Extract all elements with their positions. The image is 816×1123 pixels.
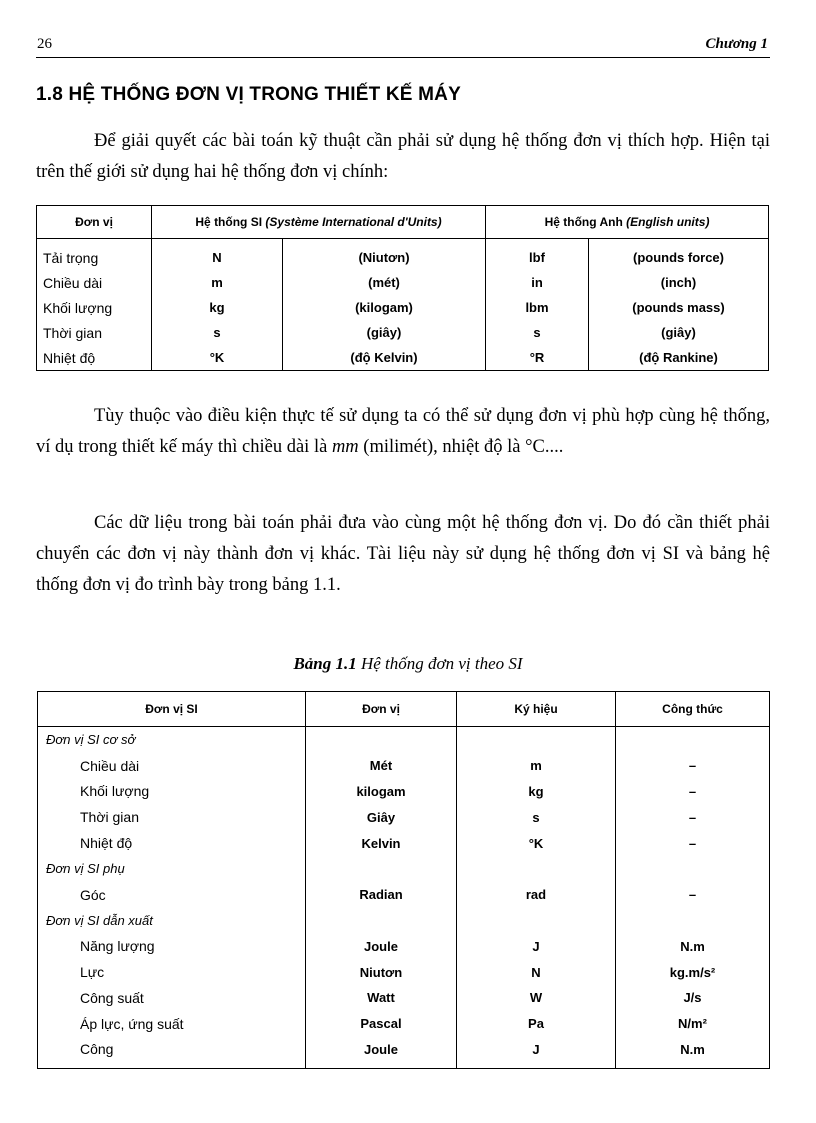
en-symbol-cell: lbm	[486, 295, 589, 320]
formula-cell: –	[616, 830, 770, 856]
symbol-cell: m	[457, 753, 616, 779]
table-caption-text: Hệ thống đơn vị theo SI	[356, 654, 523, 673]
table-row	[37, 345, 769, 371]
si-symbol-cell: N	[152, 239, 283, 271]
formula-cell: –	[616, 753, 770, 779]
unit-systems-table-header	[37, 206, 769, 239]
unit-systems-table	[36, 205, 769, 371]
col-unit-name-header: Đơn vị	[306, 692, 457, 727]
table-row	[38, 1037, 770, 1069]
header-rule	[36, 57, 770, 58]
formula-cell: N/m²	[616, 1011, 770, 1037]
table-row	[38, 830, 770, 856]
quantity-cell: Chiều dài	[43, 274, 103, 291]
formula-cell: kg.m/s²	[616, 959, 770, 985]
formula-cell: J/s	[616, 985, 770, 1011]
quantity-cell: Góc	[80, 886, 106, 903]
paragraph-units-choice-a: Tùy thuộc vào điều kiện thực tế sử dụng ta có thể sử dụng đơn vị phù hợp cùng hệ thống, ví dụ trong thiết kế máy thì chiều dài là	[36, 406, 770, 457]
group-label: Đơn vị SI dẫn xuất	[46, 912, 153, 928]
group-row	[38, 856, 770, 882]
table-row	[38, 1011, 770, 1037]
table-row	[38, 804, 770, 830]
si-name-cell: (độ Kelvin)	[283, 345, 486, 371]
en-name-cell: (giây)	[589, 320, 769, 345]
col-symbol-header: Ký hiệu	[457, 692, 616, 727]
col-unit-header: Đơn vị	[37, 206, 152, 239]
quantity-cell: Công suất	[80, 989, 144, 1006]
group-row	[38, 908, 770, 934]
table-row	[38, 753, 770, 779]
quantity-cell: Nhiệt độ	[80, 835, 133, 852]
group-label: Đơn vị SI phụ	[46, 861, 125, 877]
si-symbol-cell: °K	[152, 345, 283, 371]
unit-name-cell: Kelvin	[306, 830, 457, 856]
formula-cell: N.m	[616, 933, 770, 959]
table-row	[37, 320, 769, 345]
quantity-cell: Tải trọng	[43, 249, 99, 266]
symbol-cell: °K	[457, 830, 616, 856]
chapter-header: Chương 1	[705, 36, 768, 52]
quantity-cell: Áp lực, ứng suất	[80, 1015, 184, 1032]
si-name-cell: (giây)	[283, 320, 486, 345]
col-formula-header: Công thức	[616, 692, 770, 727]
table-row	[37, 295, 769, 320]
en-header-italic: (English units)	[626, 215, 710, 229]
section-title: 1.8 HỆ THỐNG ĐƠN VỊ TRONG THIẾT KẾ MÁY	[36, 84, 461, 105]
paragraph-intro	[36, 126, 770, 188]
col-si-unit-header: Đơn vị SI	[38, 692, 306, 727]
table-row	[37, 239, 769, 271]
col-english-header	[486, 206, 769, 239]
si-symbol-cell: kg	[152, 295, 283, 320]
quantity-cell: Năng lượng	[80, 938, 155, 955]
table-row	[38, 959, 770, 985]
unit-name-cell: Giây	[306, 804, 457, 830]
paragraph-conversion-text: Các dữ liệu trong bài toán phải đưa vào cùng một hệ thống đơn vị. Do đó cần thiết phải chuyển các đơn vị này thành đơn vị khác. Tài liệu này sử dụng hệ thống đơn vị SI và bảng hệ thống đơn vị đo trình bày trong bảng 1.1.	[36, 513, 770, 595]
quantity-cell: Công	[80, 1041, 114, 1058]
unit-name-cell: Pascal	[306, 1011, 457, 1037]
unit-name-cell: Watt	[306, 985, 457, 1011]
table-row	[38, 882, 770, 908]
group-label: Đơn vị SI cơ sở	[46, 732, 136, 748]
symbol-cell: Pa	[457, 1011, 616, 1037]
symbol-cell: W	[457, 985, 616, 1011]
en-header-label: Hệ thống Anh	[544, 215, 627, 229]
si-symbol-cell: m	[152, 270, 283, 295]
paragraph-conversion	[36, 508, 770, 601]
symbol-cell: kg	[457, 779, 616, 805]
table-row	[38, 933, 770, 959]
quantity-cell: Nhiệt độ	[43, 349, 96, 366]
en-symbol-cell: lbf	[486, 239, 589, 271]
si-name-cell: (Niutơn)	[283, 239, 486, 271]
si-units-table-header	[38, 692, 770, 727]
group-row	[38, 727, 770, 753]
unit-name-cell: Radian	[306, 882, 457, 908]
unit-name-cell: Niutơn	[306, 959, 457, 985]
symbol-cell: N	[457, 959, 616, 985]
quantity-cell: Thời gian	[80, 809, 139, 826]
quantity-cell: Thời gian	[43, 324, 102, 341]
page-number: 26	[37, 36, 52, 52]
paragraph-units-choice-b: (milimét), nhiệt độ là °C....	[358, 437, 564, 457]
col-si-header	[152, 206, 486, 239]
en-name-cell: (pounds mass)	[589, 295, 769, 320]
si-symbol-cell: s	[152, 320, 283, 345]
symbol-cell: s	[457, 804, 616, 830]
table-caption-label: Bảng 1.1	[293, 654, 357, 673]
table-caption	[0, 654, 816, 674]
si-units-table	[37, 691, 770, 1069]
unit-name-cell: kilogam	[306, 779, 457, 805]
formula-cell: –	[616, 882, 770, 908]
si-header-label: Hệ thống SI	[195, 215, 266, 229]
en-name-cell: (pounds force)	[589, 239, 769, 271]
unit-name-cell: Joule	[306, 1037, 457, 1069]
si-header-italic: (Système International d'Units)	[265, 215, 442, 229]
symbol-cell: rad	[457, 882, 616, 908]
paragraph-intro-text: Để giải quyết các bài toán kỹ thuật cần phải sử dụng hệ thống đơn vị thích hợp. Hiện tại trên thế giới sử dụng hai hệ thống đơn vị chính:	[36, 131, 770, 182]
en-name-cell: (độ Rankine)	[589, 345, 769, 371]
unit-name-cell: Mét	[306, 753, 457, 779]
si-name-cell: (mét)	[283, 270, 486, 295]
quantity-cell: Khối lượng	[80, 783, 150, 800]
en-symbol-cell: s	[486, 320, 589, 345]
paragraph-units-choice	[36, 401, 770, 463]
symbol-cell: J	[457, 1037, 616, 1069]
table-row	[37, 270, 769, 295]
formula-cell: –	[616, 804, 770, 830]
quantity-cell: Lực	[80, 964, 105, 981]
table-row	[38, 779, 770, 805]
en-name-cell: (inch)	[589, 270, 769, 295]
table-row	[38, 985, 770, 1011]
quantity-cell: Chiều dài	[80, 757, 140, 774]
unit-name-cell: Joule	[306, 933, 457, 959]
en-symbol-cell: °R	[486, 345, 589, 371]
si-name-cell: (kilogam)	[283, 295, 486, 320]
en-symbol-cell: in	[486, 270, 589, 295]
formula-cell: –	[616, 779, 770, 805]
symbol-cell: J	[457, 933, 616, 959]
paragraph-units-choice-em: mm	[331, 437, 359, 457]
quantity-cell: Khối lượng	[43, 299, 113, 316]
formula-cell: N.m	[616, 1037, 770, 1069]
